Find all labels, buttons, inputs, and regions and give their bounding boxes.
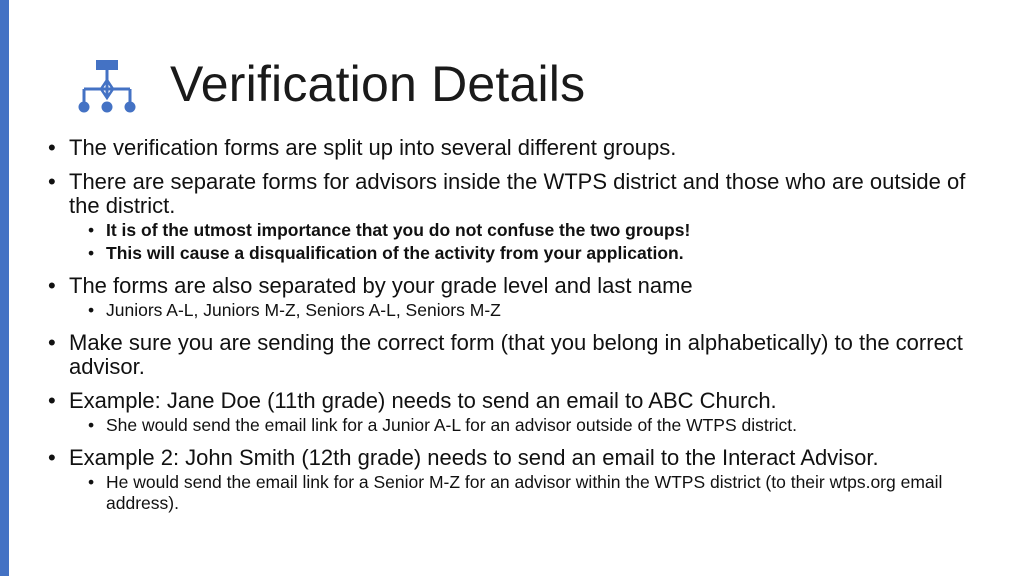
bullet-item (46, 389, 986, 413)
sub-bullet-item (86, 243, 986, 264)
bullet-text: There are separate forms for advisors inside the WTPS district and those who are outside of the district. (69, 169, 966, 218)
bullet-text: The verification forms are split up into several different groups. (69, 135, 677, 160)
bullet-text: Example 2: John Smith (12th grade) needs to send an email to the Interact Advisor. (69, 445, 879, 470)
bullet-text: Make sure you are sending the correct form (that you belong in alphabetically) to the correct advisor. (69, 330, 963, 379)
bullet-marker: • (88, 243, 95, 263)
bullet-text: This will cause a disqualification of the activity from your application. (106, 243, 684, 263)
bullet-marker: • (88, 300, 95, 320)
sub-bullet-item (86, 472, 986, 514)
bullet-item (46, 274, 986, 298)
accent-bar (0, 0, 9, 576)
hierarchy-icon (76, 60, 138, 114)
bullet-list (46, 136, 986, 514)
bullet-marker: • (88, 472, 95, 492)
bullet-marker: • (48, 273, 56, 298)
bullet-item (46, 446, 986, 470)
slide-title: Verification Details (170, 56, 586, 112)
bullet-text: The forms are also separated by your grade level and last name (69, 273, 693, 298)
bullet-marker: • (48, 169, 56, 194)
sub-bullet-item (86, 415, 986, 436)
bullet-item (46, 136, 986, 160)
bullet-marker: • (88, 220, 95, 240)
bullet-text: It is of the utmost importance that you do not confuse the two groups! (106, 220, 691, 240)
sub-bullet-item (86, 220, 986, 241)
bullet-marker: • (48, 330, 56, 355)
bullet-marker: • (88, 415, 95, 435)
bullet-text: He would send the email link for a Senior M-Z for an advisor within the WTPS district (to their wtps.org email address). (106, 472, 943, 513)
bullet-text: She would send the email link for a Junior A-L for an advisor outside of the WTPS district. (106, 415, 797, 435)
sub-bullet-item (86, 300, 986, 321)
bullet-marker: • (48, 388, 56, 413)
bullet-item (46, 331, 986, 379)
bullet-marker: • (48, 445, 56, 470)
bullet-text: Juniors A-L, Juniors M-Z, Seniors A-L, Seniors M-Z (106, 300, 501, 320)
bullet-marker: • (48, 135, 56, 160)
bullet-item (46, 170, 986, 218)
bullet-text: Example: Jane Doe (11th grade) needs to send an email to ABC Church. (69, 388, 777, 413)
